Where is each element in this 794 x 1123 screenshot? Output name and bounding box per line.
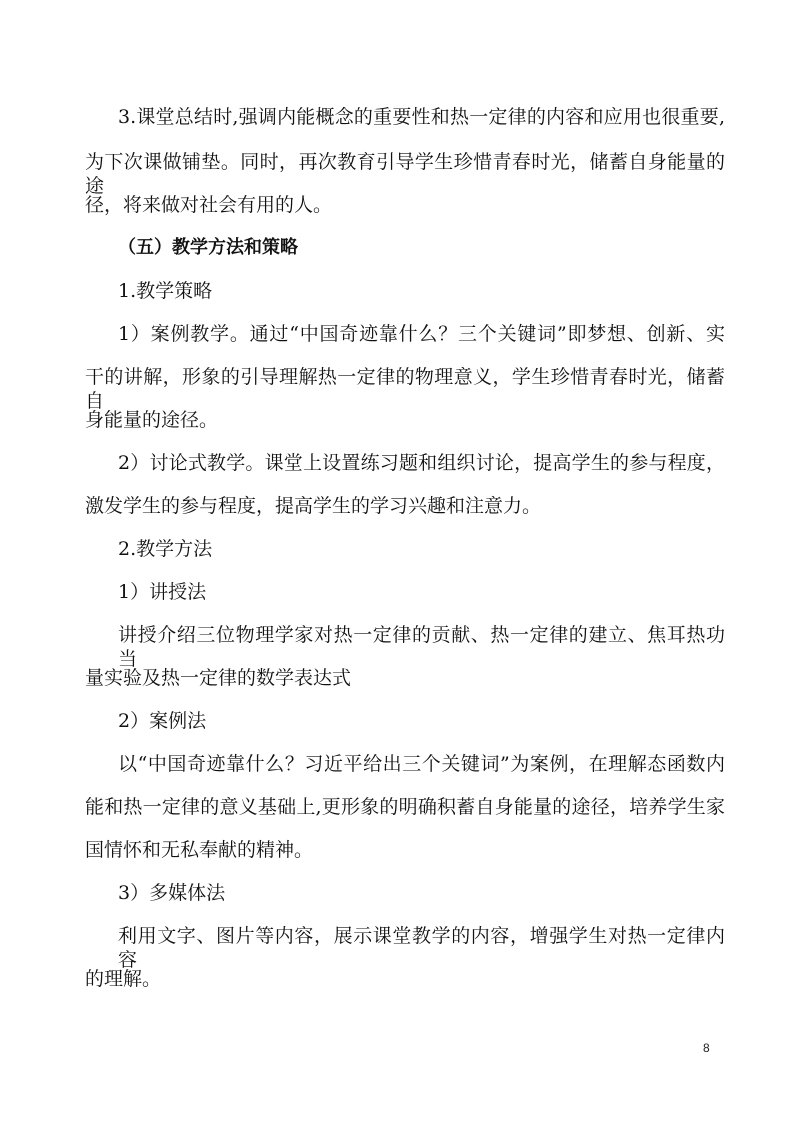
strategy-1-line-1: 1）案例教学。通过“中国奇迹靠什么？三个关键词”即梦想、创新、实 <box>118 323 725 345</box>
summary-line-1: 3.课堂总结时,强调内能概念的重要性和热一定律的内容和应用也很重要, <box>118 106 725 128</box>
strategy-1-line-2: 干的讲解，形象的引导理解热一定律的物理意义，学生珍惜青春时光，储蓄自 <box>85 366 725 412</box>
method-heading: 2.教学方法 <box>118 538 213 560</box>
strategy-2-line-2: 激发学生的参与程度，提高学生的学习兴趣和注意力。 <box>85 495 542 517</box>
method-2-line-2: 能和热一定律的意义基础上,更形象的明确积蓄自身能量的途径，培养学生家 <box>85 796 725 818</box>
method-2-line-1: 以“中国奇迹靠什么？习近平给出三个关键词”为案例，在理解态函数内 <box>118 753 725 775</box>
method-3-line-2: 的理解。 <box>85 968 162 990</box>
summary-line-3: 径，将来做对社会有用的人。 <box>85 194 333 216</box>
method-2-line-3: 国情怀和无私奉献的精神。 <box>85 839 314 861</box>
strategy-heading: 1.教学策略 <box>118 280 213 302</box>
strategy-1-line-3: 身能量的途径。 <box>85 409 219 431</box>
method-1-line-1: 讲授介绍三位物理学家对热一定律的贡献、热一定律的建立、焦耳热功当 <box>118 624 725 670</box>
method-2-title: 2）案例法 <box>118 710 207 732</box>
method-3-line-1: 利用文字、图片等内容，展示课堂教学的内容，增强学生对热一定律内容 <box>118 925 725 971</box>
strategy-2-line-1: 2）讨论式教学。课堂上设置练习题和组织讨论，提高学生的参与程度， <box>118 452 725 474</box>
method-1-line-2: 量实验及热一定律的数学表达式 <box>85 667 352 689</box>
section-heading: （五）教学方法和策略 <box>118 237 298 258</box>
summary-line-2: 为下次课做铺垫。同时，再次教育引导学生珍惜青春时光，储蓄自身能量的途 <box>85 151 725 197</box>
method-3-title: 3）多媒体法 <box>118 882 226 904</box>
page-number: 8 <box>703 1041 710 1055</box>
method-1-title: 1）讲授法 <box>118 581 207 603</box>
